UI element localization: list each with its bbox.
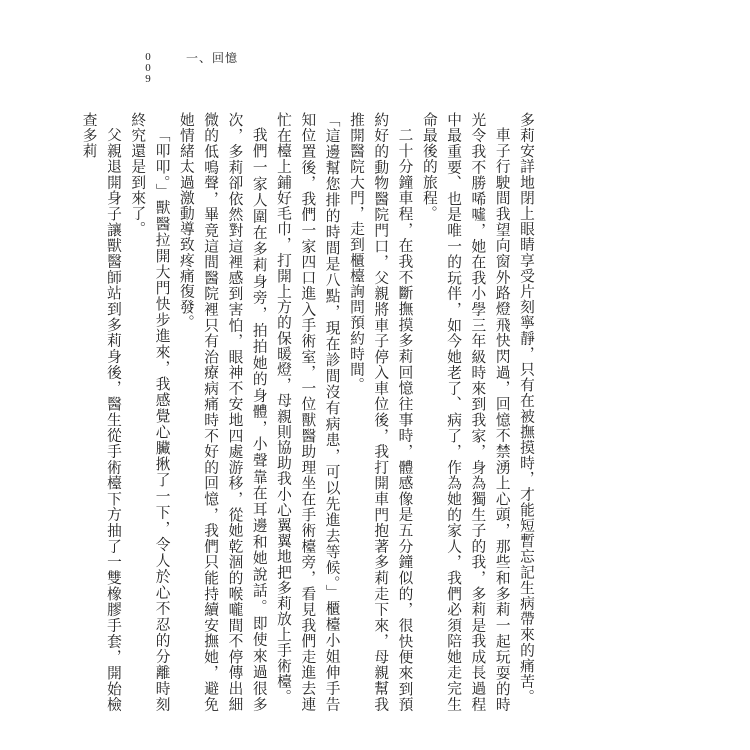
chapter-title: 一、回憶	[186, 51, 239, 65]
body-text	[80, 112, 538, 712]
paragraph: 我們一家人圍在多莉身旁，拍拍她的身體，小聲靠在耳邊和她說話。即使來過很多次，多莉卻依然對這裡感到害怕，眼神不安地四處游移，從她乾涸的喉嚨間不停傳出細微的低鳴聲，畢竟這間醫院裡只有治療病痛時不好的回憶，我們只能持續安撫她，避免她情緒太過激動導致疼痛復發。	[177, 112, 268, 712]
paragraph: 多莉安詳地閉上眼睛享受片刻寧靜，只有在被撫摸時，才能短暫忘記生病帶來的痛苦。	[518, 112, 535, 705]
paragraph: 「叩叩。」獸醫拉開大門快步進來，我感覺心臟揪了一下，令人於心不忍的分離時刻終究還是到來了。	[129, 112, 171, 712]
paragraph: 父親退開身子讓獸醫師站到多莉身後，醫生從手術檯下方抽了一雙橡膠手套，開始檢查多莉	[80, 112, 122, 712]
page-number: 009	[145, 51, 151, 85]
paragraph: 車子行駛間我望向窗外路燈飛快閃過，回憶不禁湧上心頭，那些和多莉一起玩耍的時光令我不勝唏噓，她在我小學三年級時來到我家，身為獨生子的我，多莉是我成長過程中最重要、也是唯一的玩伴，如今她老了、病了，作為她的家人，我們必須陪她走完生命最後的旅程。	[420, 112, 511, 712]
paragraph: 二十分鐘車程，在我不斷撫摸多莉回憶往事時，體感像是五分鐘似的，很快便來到預約好的動物醫院門口，父親將車子停入車位後，我打開車門抱著多莉走下來，母親幫我推開醫院大門，走到櫃檯詢問預約時間。	[347, 112, 414, 712]
paragraph: 「這邊幫您排的時間是八點，現在診間沒有病患，可以先進去等候。」櫃檯小姐伸手告知位置後，我們一家四口進入手術室，一位獸醫助理坐在手術檯旁，看見我們走進去連忙在檯上鋪好毛巾，打開上方的保暖燈，母親則協助我小心翼翼地把多莉放上手術檯。	[275, 112, 341, 712]
